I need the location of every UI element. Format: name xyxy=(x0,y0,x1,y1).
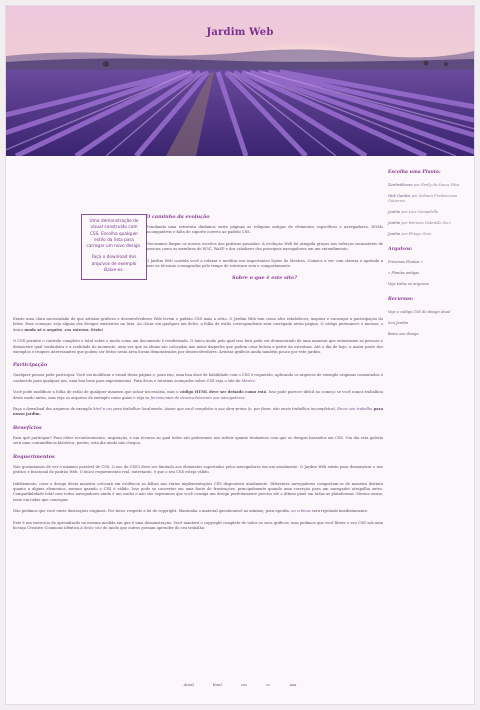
participation-text: Qualquer pessoa pode participar. Você vai modificar o visual desta página e, para isto, uma boa dose de habilidade com o CSS é requerido, aplicando os arquivos de exemplo originais comentados o conhecido para qualquer um, uma boa base para experimentos. Para dicas e tutoriais avançados sobre CSS veja o site do xyxy=(13,373,383,383)
requirements-heading: Requerimentos xyxy=(13,453,55,460)
design-author[interactable]: por Werneia Gabrielle Zorz xyxy=(401,221,451,225)
requirements-paragraph: Infelizmente, criar o design desta maneira colocará em evidência as falhas nas várias implementações CSS disponíveis atualmente. Diferentes navegadores comportam-se de maneira distinta quanto a alguns elementos, mesmo quando o CSS é válido. Isso pode se converter em uma fonte de frustrações, principalmente quando uma correção para um navegador atrapalha outro. Compatibilidade total com todos navegadores ainda é um sonho e não são esperamos que você consiga um design perfeitamente preciso até o último pixel em todas as plataformas. Mesmo assim, teste em todas que conseguir. xyxy=(13,481,383,502)
submit-link[interactable]: Envie seu trabalho xyxy=(337,407,373,412)
path-paragraph: Estudando uma estrutura dinâmica entre páginas as relíquias antigas de elementos específicos e navegadores, DOMs incompatíveis e falta de suporte correto ao padrão CSS. xyxy=(146,225,383,235)
about-paragraph xyxy=(13,317,383,333)
design-list xyxy=(388,183,468,237)
archives-heading: Arquivos: xyxy=(388,247,413,252)
participation-heading: Participação xyxy=(13,362,48,369)
intro-box-download xyxy=(85,255,143,274)
list-item xyxy=(388,232,468,237)
design-link[interactable]: Web Garden xyxy=(388,194,411,198)
requirements-text: de modo que outros possam aprender do seu trabalho. xyxy=(101,525,206,530)
body-sections xyxy=(13,317,383,537)
design-author[interactable]: por Luiz Campidelle xyxy=(401,210,439,214)
design-link[interactable]: Jardim xyxy=(388,221,401,225)
footer-cc-link[interactable]: cc xyxy=(266,682,271,687)
archives-list xyxy=(388,260,468,287)
view-css-link[interactable]: Veja o código CSS do design atual xyxy=(388,310,451,314)
design-author[interactable]: por Soleura Prudenciano Gutierrez xyxy=(388,194,458,203)
master-link[interactable]: Mestre xyxy=(241,378,255,383)
about-paragraph: O CSS permite o controle completo e total sobre o modo como um documento é renderizado. O único modo pelo qual isso fará pode ser demonstrado de uma maneira que entusiasme as pessoas e demonstre qual verdadeira e a realidade do momento, uma vez que as ideias são colocadas nas mãos daqueles que podem criar beleza a partir da estrutura. Até o dia de hoje, a maior parte dos exemplos e truques interessantes que podem ser feitos nesta área foram demonstrados por desenvolvedores. Artistas gráficos ainda também pouco por este jardim. xyxy=(13,339,383,355)
participation-paragraph: Qualquer pessoa pode participar. Você vai modificar o visual desta página e, para isto, uma boa dose de habilidade com o CSS é requerido, aplicando os arquivos de exemplo originais comentados o conhecido para qualquer um, uma boa base para experimentos. Para dicas e tutoriais avançados sobre CSS veja o site do Mestre. xyxy=(13,373,383,383)
criticism-link[interactable]: ou críticas xyxy=(291,509,311,514)
about-heading: Sobre o que é este site? xyxy=(232,275,297,282)
footer-current-label: Atual xyxy=(183,682,194,687)
path-heading: O caminho da evolução xyxy=(146,214,210,220)
benefits-heading: Benefícios xyxy=(13,424,42,431)
participation-text: e xyxy=(101,407,107,412)
download-design-link[interactable]: Baixe seu design xyxy=(388,332,419,336)
intro-box xyxy=(81,214,147,280)
resources-list xyxy=(388,310,468,337)
license-link[interactable]: deste site xyxy=(83,525,102,530)
about-emphasis: muda só o arquivo .css externo. Sério! xyxy=(24,327,104,332)
path-paragraph: Precisamos limpar os nossos escritos das práticas passadas. A evolução Web foi atingida graças aos esforços incansáveis de pessoas como os membros do W3C, WaSP e dos criadores dos principais navegadores em um entendimento. xyxy=(146,241,383,252)
participation-text: Faça o download dos arquivos de exemplo xyxy=(13,407,94,412)
requirements-paragraph: Não gostaríamos de ver o máximo possível de CSS. O uso de CSS3 deve ser limitado aos elementos suportados pelos navegadores em um atualmente. O Jardim Web existe para demonstrar o uso prático e funcional do padrão Web. O único requerimento real, entretanto, é que o seu CSS esteja válido. xyxy=(13,464,383,475)
list-item xyxy=(388,210,468,215)
archive-all-link[interactable]: Veja todos os arquivos xyxy=(388,282,429,286)
design-author[interactable]: por Ehtayo Gore xyxy=(401,232,432,236)
participation-text: Você pode modificar a folha de estilo de qualquer maneira que achar necessária, mas o xyxy=(13,390,180,395)
css-file-link[interactable]: css xyxy=(106,407,113,412)
download-text: Faça o download dos arquivos de exemplo xyxy=(91,255,137,267)
benefits-paragraph: Para quê participar? Para obter reconhecimento, inspiração, e um recurso ao qual todos nós poderemos nos referir quanto tentarmos com que os designs baseados em CSS. Um dia esta galeria será uma contundência histórica; porém, esta dia ainda não chegou. xyxy=(13,435,383,446)
about-text: Existe uma clara necessidade de que artistas gráficos e desenvolvedores Web levem o padrão CSS mais a sério. O Jardim Web tem como alvo estabelecer, inspirar e encorajar a participação do leitor. Para começar, veja alguns dos designs existentes na lista. Ao clicar em qualquer um deles, a folha de estilo correspondente será carregada nesta página. O código permanece o mesmo; o único xyxy=(13,317,383,332)
list-item xyxy=(388,183,468,188)
requirements-text: será rejeitada imediatamente. xyxy=(310,509,369,514)
footer-html-link[interactable]: html xyxy=(212,682,222,687)
requirements-text: Não pedimos que você envie ilustrações originais. Por favor, respeite a lei de copyright. Mantenha o material questionável ao mínimo; porn aprofia, xyxy=(13,509,292,514)
design-list-heading: Escolha uma Planta: xyxy=(388,170,441,175)
header-banner xyxy=(6,6,474,156)
download-link[interactable]: Baixe-os. xyxy=(104,268,124,274)
page-frame xyxy=(6,6,474,704)
intro-section xyxy=(146,214,383,286)
archive-next-link[interactable]: Próximas Plantas » xyxy=(388,260,423,264)
footer-css-link[interactable]: css xyxy=(240,682,247,687)
resources-heading: Recursos: xyxy=(388,297,414,302)
requirements-paragraph xyxy=(13,509,383,514)
path-paragraph: O Jardim Web convida você a relaxar e meditar nas importantes lições do Mestres. Comece a ver com clareza e aprenda a usar as técnicas consagradas pelo tempo de estrutura sem e comportamento. xyxy=(146,258,383,269)
html-file-link[interactable]: html xyxy=(93,407,102,412)
participation-paragraph: Você pode modificar a folha de estilo de qualquer maneira que achar necessária, mas o código HTML deve ser deixado como está. Isso pode parecer difícil no começo se você nunca trabalhou deste modo antes, mas veja os arquivos de exemplo como guias e veja as ferramentas de desenvolvimento nos navegadores. xyxy=(13,390,384,400)
participation-emphasis: código HTML deve ser deixado como está xyxy=(179,390,267,395)
footer xyxy=(6,682,474,687)
design-link[interactable]: Jardim xyxy=(388,210,401,214)
archive-previous-link[interactable]: » Plantas antigas xyxy=(388,271,420,275)
design-author[interactable]: por Emily da Souza Silva xyxy=(413,183,460,187)
participation-text: para trabalhar localmente. Assim que você completar a sua obra-prima (e, por favor, não envie trabalhos incompletos), xyxy=(112,407,338,412)
dev-tools-link[interactable]: ferramentas de desenvolvimento nos navegadores xyxy=(150,395,245,400)
participation-paragraph xyxy=(13,407,383,418)
design-link[interactable]: Jardim xyxy=(388,232,401,236)
design-link[interactable]: Zardwithcare xyxy=(388,183,413,187)
participation-text: . Isso pode parecer difícil no começo se você nunca trabalhou deste modo antes, mas veja os arquivos de exemplo como guias e veja as xyxy=(13,390,384,400)
participation-emphasis: para nosso jardim. xyxy=(13,407,383,417)
requirements-text: Este é um exercício de aprendizado na mesma medida em que é uma demonstração. Você manterá o copyright completo de todos os seus gráficos, mas pedimos que você libere o seu CSS sob uma licença Creative Commons idêntica à xyxy=(13,520,383,530)
sidebar xyxy=(388,170,468,347)
list-item xyxy=(388,194,468,204)
intro-box-text: Uma demonstração do visual construído com CSS. Escolha qualquer estilo da lista para carregar um novo design. xyxy=(86,219,142,250)
your-garden-link[interactable]: Seu Jardim xyxy=(388,321,409,325)
list-item xyxy=(388,221,468,226)
site-title: Jardim Web xyxy=(206,27,274,38)
requirements-paragraph xyxy=(13,521,383,532)
footer-a11y-link[interactable]: aaa xyxy=(289,682,297,687)
